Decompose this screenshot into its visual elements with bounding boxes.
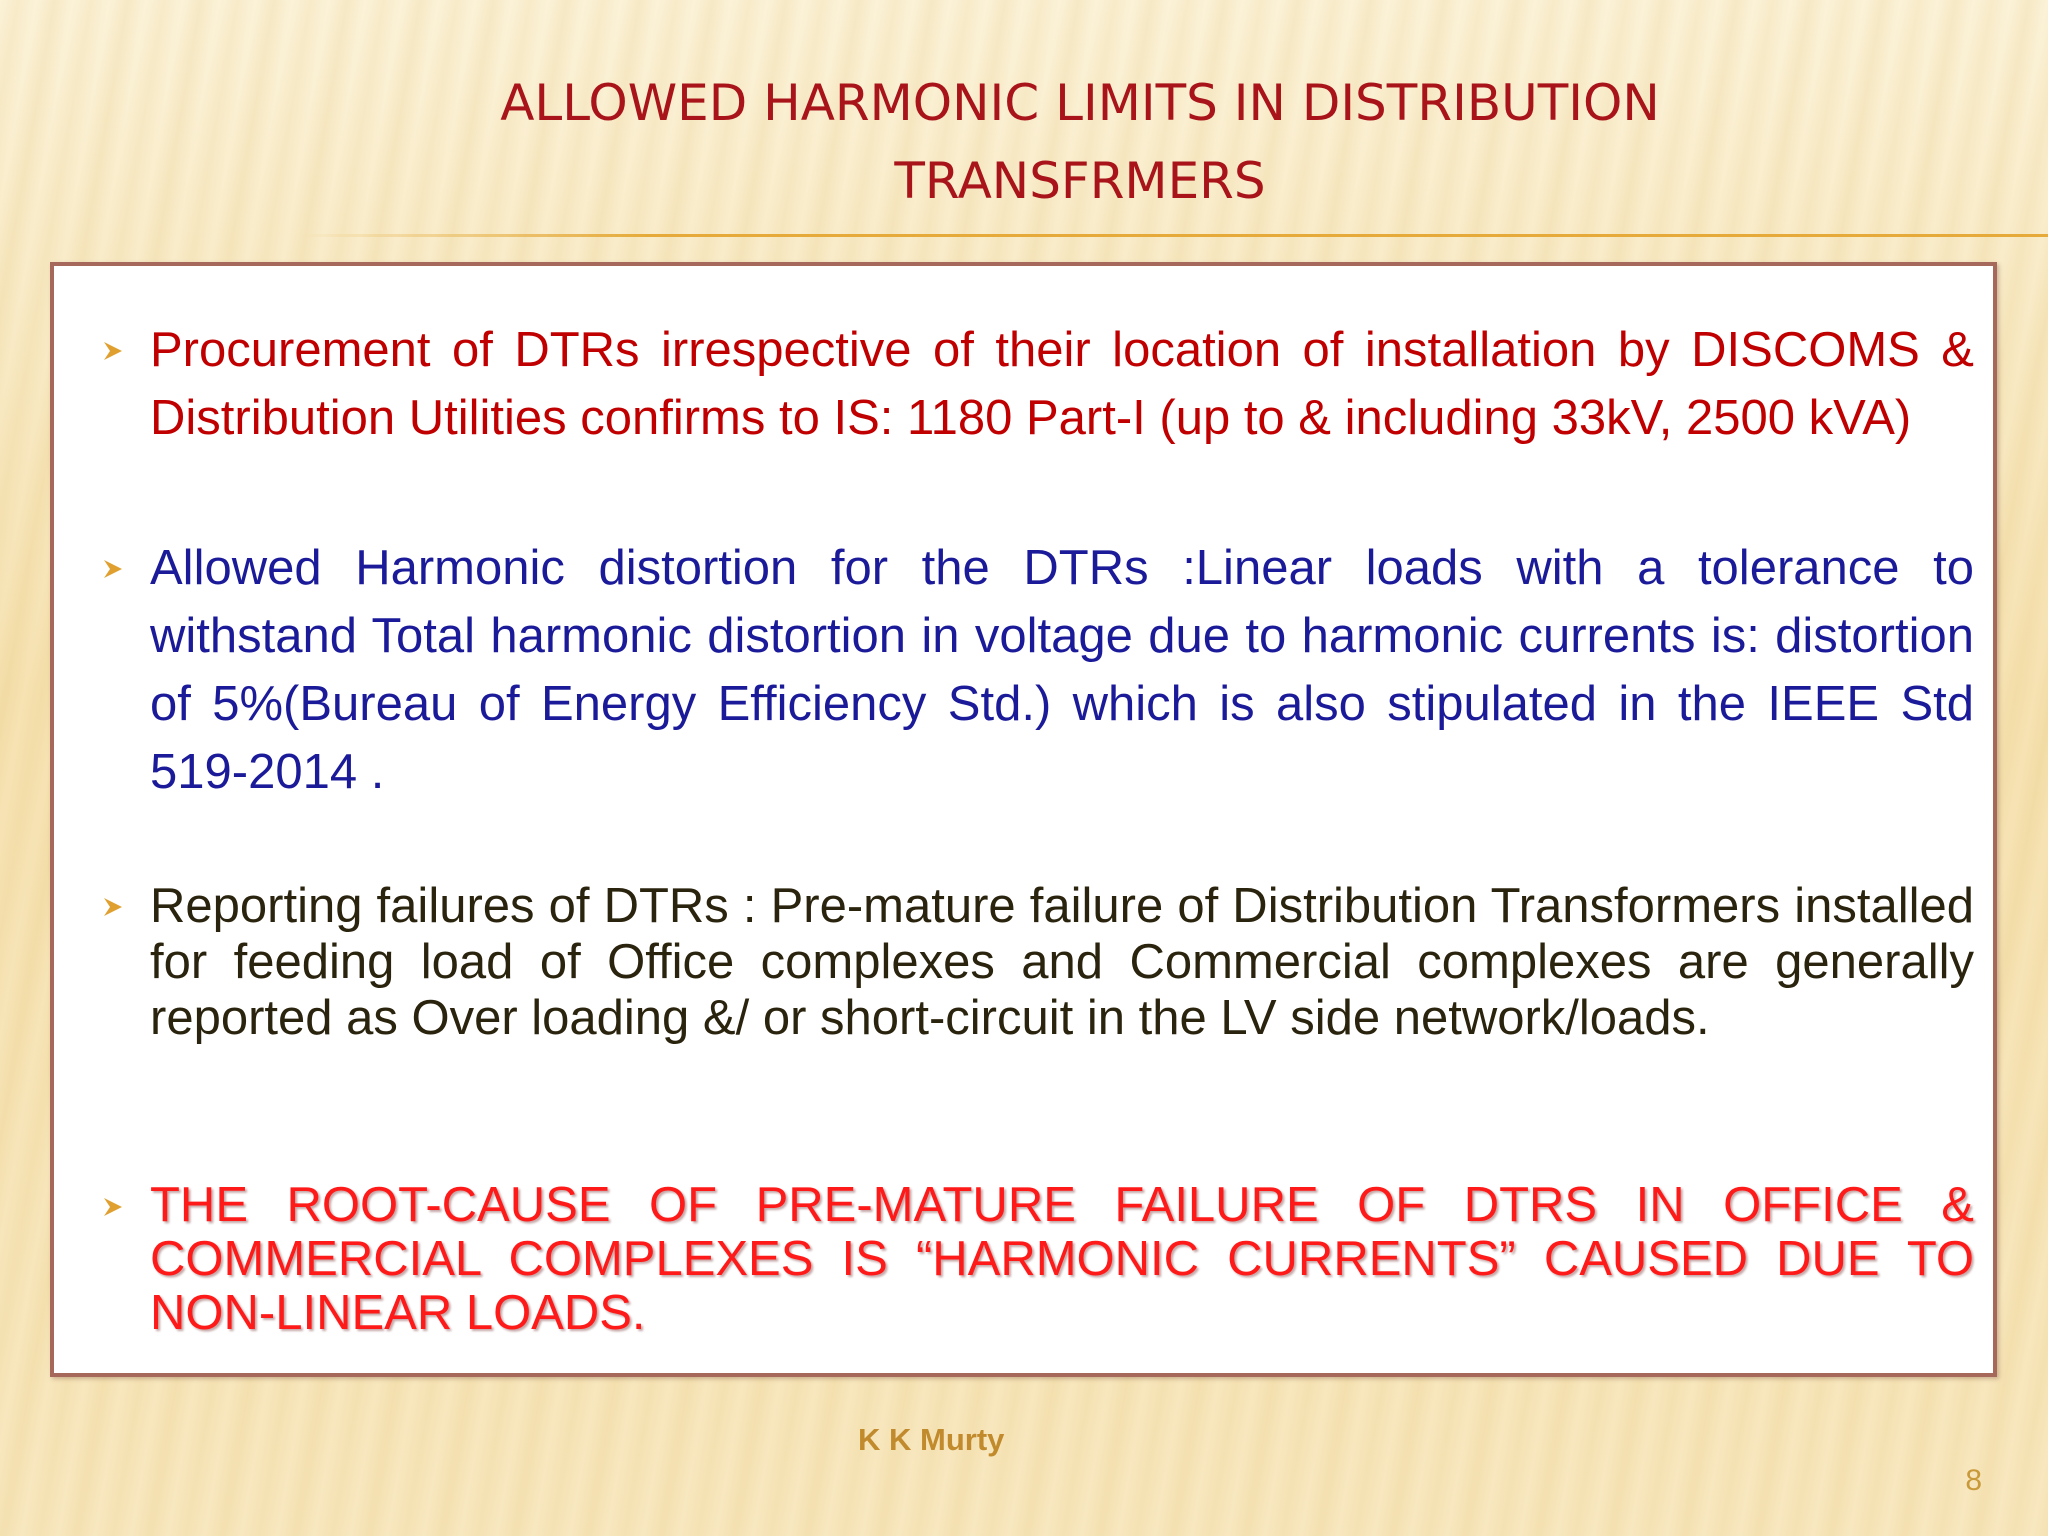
arrow-bullet-icon — [98, 1192, 128, 1222]
title-line-1: ALLOWED HARMONIC LIMITS IN DISTRIBUTION — [500, 74, 1660, 132]
slide-title — [300, 64, 1860, 220]
bullet-text: THE ROOT-CAUSE OF PRE-MATURE FAILURE OF DTRS IN OFFICE & COMMERCIAL COMPLEXES IS “HARMONIC CURRENTS” CAUSED DUE TO NON-LINEAR LOADS. — [150, 1178, 1974, 1340]
arrow-bullet-icon — [98, 336, 128, 366]
title-line-2: TRANSFRMERS — [894, 152, 1266, 210]
content-box — [50, 262, 1997, 1377]
arrow-bullet-icon — [98, 554, 128, 584]
footer-author: K K Murty — [858, 1422, 1005, 1457]
bullet-text: Reporting failures of DTRs : Pre-mature failure of Distribution Transformers installed for feeding load of Office complexes and Commercial complexes are generally reported as Over loading &/ or short-circuit in the LV side network/loads. — [150, 879, 1974, 1045]
page-number: 8 — [1965, 1464, 1982, 1497]
bullet-text: Procurement of DTRs irrespective of their location of installation by DISCOMS & Distribution Utilities confirms to IS: 1180 Part-I (up to & including 33kV, 2500 kVA) — [150, 323, 1974, 445]
title-divider — [300, 234, 2048, 237]
arrow-bullet-icon — [98, 892, 128, 922]
bullet-text: Allowed Harmonic distortion for the DTRs :Linear loads with a tolerance to withstand Total harmonic distortion in voltage due to harmonic currents is: distortion of 5%(Bureau of Energy Efficiency Std.) which is also stipulated in the IEEE Std 519-2014 . — [150, 541, 1974, 799]
